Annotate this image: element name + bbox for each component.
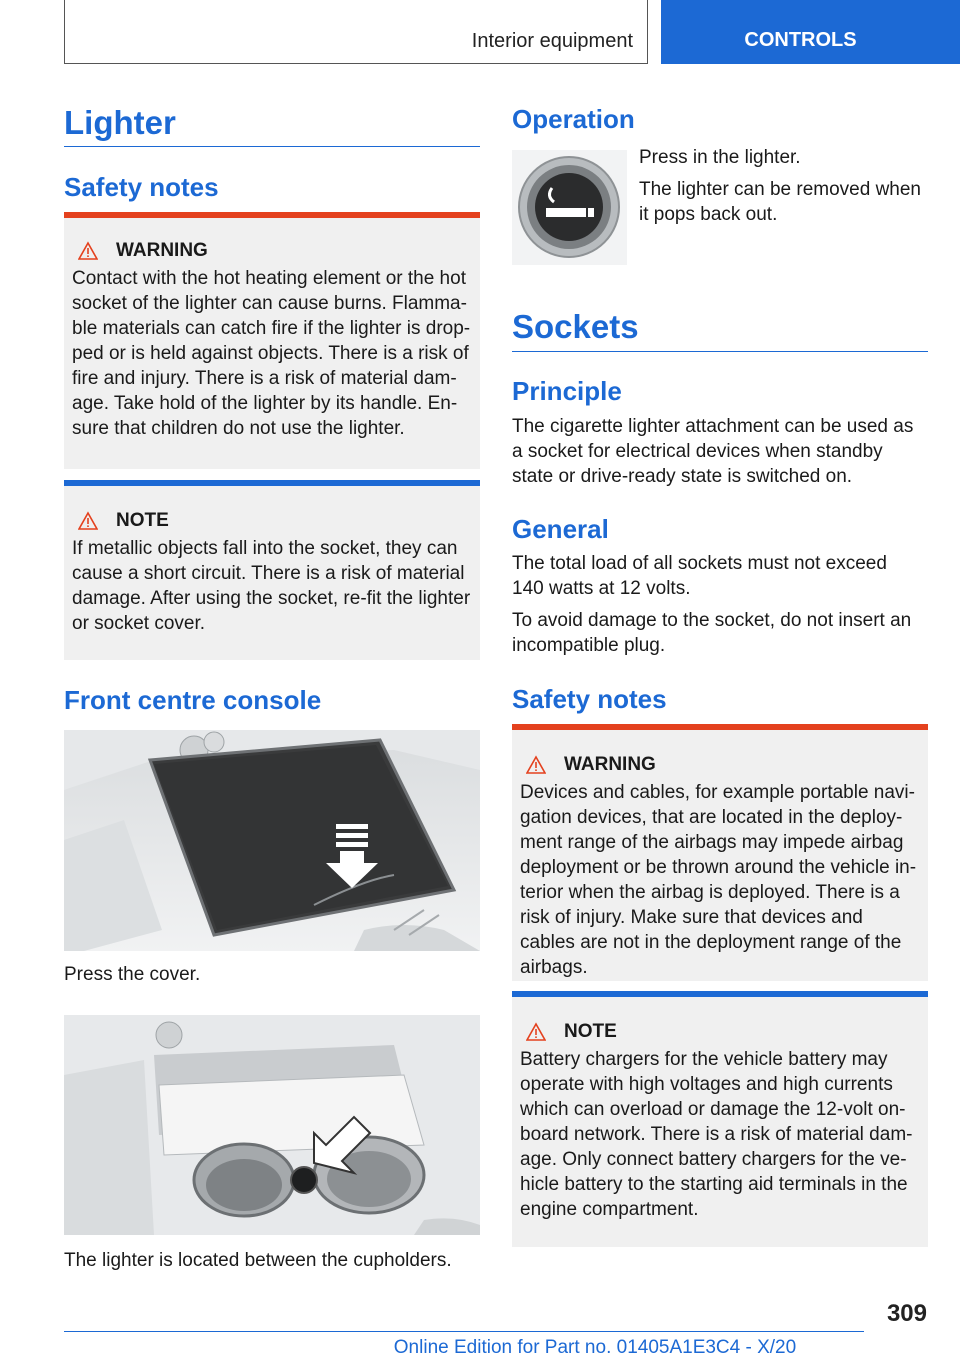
sockets-note-label: NOTE	[564, 1021, 617, 1042]
header-tab: CONTROLS	[661, 0, 960, 64]
safety-notes-heading: Safety notes	[64, 172, 219, 202]
page-number: 309	[886, 1300, 927, 1327]
note-label: NOTE	[116, 510, 169, 531]
general-text-1: The total load of all sockets must not exceed 140 watts at 12 volts.	[512, 553, 887, 599]
lighter-title-block	[64, 104, 480, 147]
warning-text: Contact with the hot heating element or the hot socket of the lighter can cause burns. Flamma- ble materials can catch fire if the lighter is drop- ped or is held against objects. There is a risk of fire and injury. There is a risk of material dam- age. Take hold of the lighter by its handle. En- sure that children do not use the lighter.	[72, 268, 471, 439]
console-cover-illustration	[64, 730, 480, 951]
header-frame	[64, 0, 648, 64]
sockets-warning-label: WARNING	[564, 754, 656, 775]
principle-heading: Principle	[512, 376, 622, 406]
warning-triangle-icon	[526, 755, 546, 775]
sockets-note-title	[520, 1021, 920, 1043]
lighter-illustration	[512, 150, 627, 265]
page-title: Lighter	[64, 104, 176, 141]
cupholders-illustration	[64, 1015, 480, 1235]
general-text-2: To avoid damage to the socket, do not insert an incompatible plug.	[512, 610, 912, 656]
operation-line1: Press in the lighter.	[639, 147, 801, 168]
warning-label: WARNING	[116, 240, 208, 261]
caption-lighter-location: The lighter is located between the cupholders.	[64, 1250, 452, 1271]
warning-triangle-icon	[78, 241, 98, 261]
warning-title	[72, 240, 472, 262]
lighter-image	[512, 150, 627, 265]
caption-press-cover: Press the cover.	[64, 964, 201, 985]
footer-rule	[64, 1331, 864, 1332]
general-heading: General	[512, 514, 609, 544]
operation-heading: Operation	[512, 104, 635, 134]
console-cover-image	[64, 730, 480, 951]
warning-triangle-icon	[526, 1022, 546, 1042]
warning-triangle-icon	[78, 511, 98, 531]
header-section-title: Interior equipment	[471, 30, 633, 52]
sockets-warning-box	[512, 724, 928, 981]
sockets-safety-heading: Safety notes	[512, 684, 667, 714]
sockets-title-block	[512, 308, 928, 352]
principle-text: The cigarette lighter attachment can be used as a socket for electrical devices when standby state or drive-ready state is switched on.	[512, 416, 914, 487]
cupholders-lighter-image	[64, 1015, 480, 1235]
sockets-note-text: Battery chargers for the vehicle battery may operate with high voltages and high currents which can overload or damage the 12-volt on- board network. There is a risk of material dam- age. Only connect battery chargers for the ve- hicle battery to the starting aid terminals in the engine compartment.	[520, 1049, 913, 1220]
warning-box	[64, 212, 480, 469]
sockets-note-box	[512, 991, 928, 1247]
note-box	[64, 480, 480, 660]
operation-line2: The lighter can be removed when it pops back out.	[639, 179, 921, 225]
sockets-title: Sockets	[512, 308, 639, 345]
sockets-warning-title	[520, 754, 920, 776]
front-console-heading: Front centre console	[64, 685, 322, 715]
sockets-warning-text: Devices and cables, for example portable navi- gation devices, that are located in the deploy- ment range of the airbags may impede airbag deployment or be thrown around the vehicle in- terior when the airbag is deployed. There is a risk of injury. Make sure that devices and cables are not in the deployment range of the airbags.	[520, 782, 917, 978]
footer-edition: Online Edition for Part no. 01405A1E3C4 - X/20	[393, 1337, 797, 1358]
note-text: If metallic objects fall into the socket, they can cause a short circuit. There is a risk of material damage. After using the socket, re-fit the lighter or socket cover.	[72, 538, 471, 634]
note-title	[72, 510, 472, 532]
